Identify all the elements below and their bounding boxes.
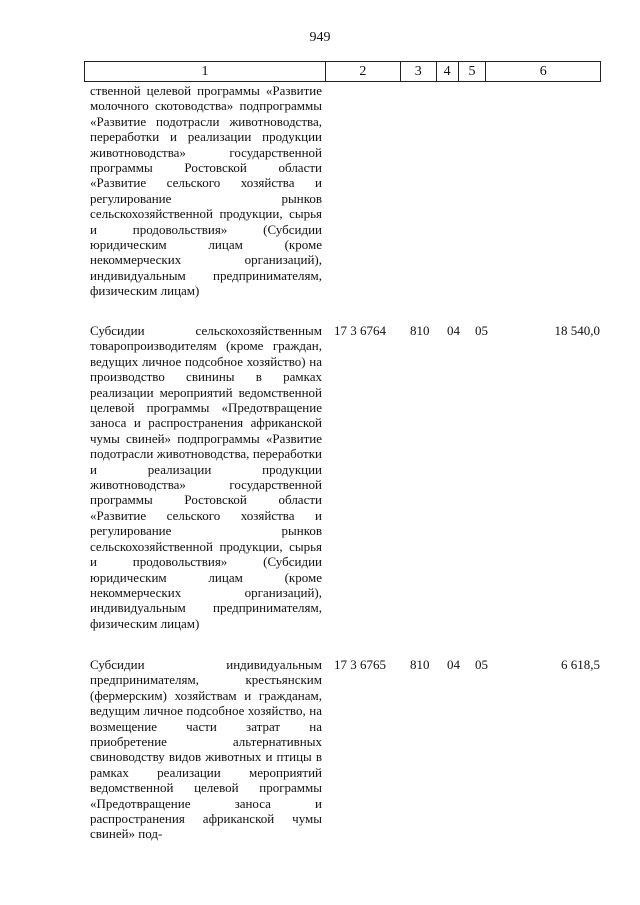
header-col-3: 3 <box>401 62 437 81</box>
header-col-2: 2 <box>326 62 401 81</box>
header-col-4: 4 <box>437 62 459 81</box>
row-description: Субсидии сельскохозяйственным товаропроизводителям (кроме граждан, ведущих личное подсобное хозяйство) на производство свинины в рамках реализации мероприятий ведомственной целевой программы «Предотвращение заноса и распространения африканской чумы свиней» подпрограммы «Развитие подотрасли животноводства, переработки и реализации продукции животноводства» государственной программы Ростовской области «Развитие сельского хозяйства и регулирование рынков сельскохозяйственной продукции, сырья и продовольствия» (Субсидии юридическим лицам (кроме некоммерческих организаций), индивидуальным предпринимателям, физическим лицам) <box>90 323 322 631</box>
page-number: 949 <box>309 30 331 45</box>
header-col-6: 6 <box>539 64 547 79</box>
table-header <box>84 61 601 82</box>
row-subsection: 05 <box>475 323 488 338</box>
row-description: ственной целевой программы «Развитие молочного скотоводства» подпрограммы «Развитие подотрасли животноводства, переработки и реализации продукции животноводства» государственной программы Ростовской области «Развитие сельского хозяйства и регулирование рынков сельскохозяйственной продукции, сырья и продовольствия» (Субсидии юридическим лицам (кроме некоммерческих организаций), индивидуальным предпринимателям, физическим лицам) <box>90 83 322 299</box>
row-expense-type: 810 <box>410 323 430 338</box>
row-expense-type: 810 <box>410 657 430 672</box>
row-description: Субсидии индивидуальным предпринимателям, крестьянским (фермерским) хозяйствам и гражданам, ведущим личное подсобное хозяйство, на возмещение части затрат на приобретение альтернативных свиноводству видов животных и птицы в рамках реализации мероприятий ведомственной целевой программы «Предотвращение заноса и распространения африканской чумы свиней» под- <box>90 657 322 842</box>
row-code: 17 3 6764 <box>334 323 386 338</box>
row-code: 17 3 6765 <box>334 657 386 672</box>
row-sum: 18 540,0 <box>554 323 600 338</box>
header-col-1: 1 <box>85 62 326 81</box>
row-section: 04 <box>447 657 460 672</box>
row-subsection: 05 <box>475 657 488 672</box>
header-col-5: 5 <box>459 62 487 81</box>
row-section: 04 <box>447 323 460 338</box>
row-sum: 6 618,5 <box>561 657 600 672</box>
